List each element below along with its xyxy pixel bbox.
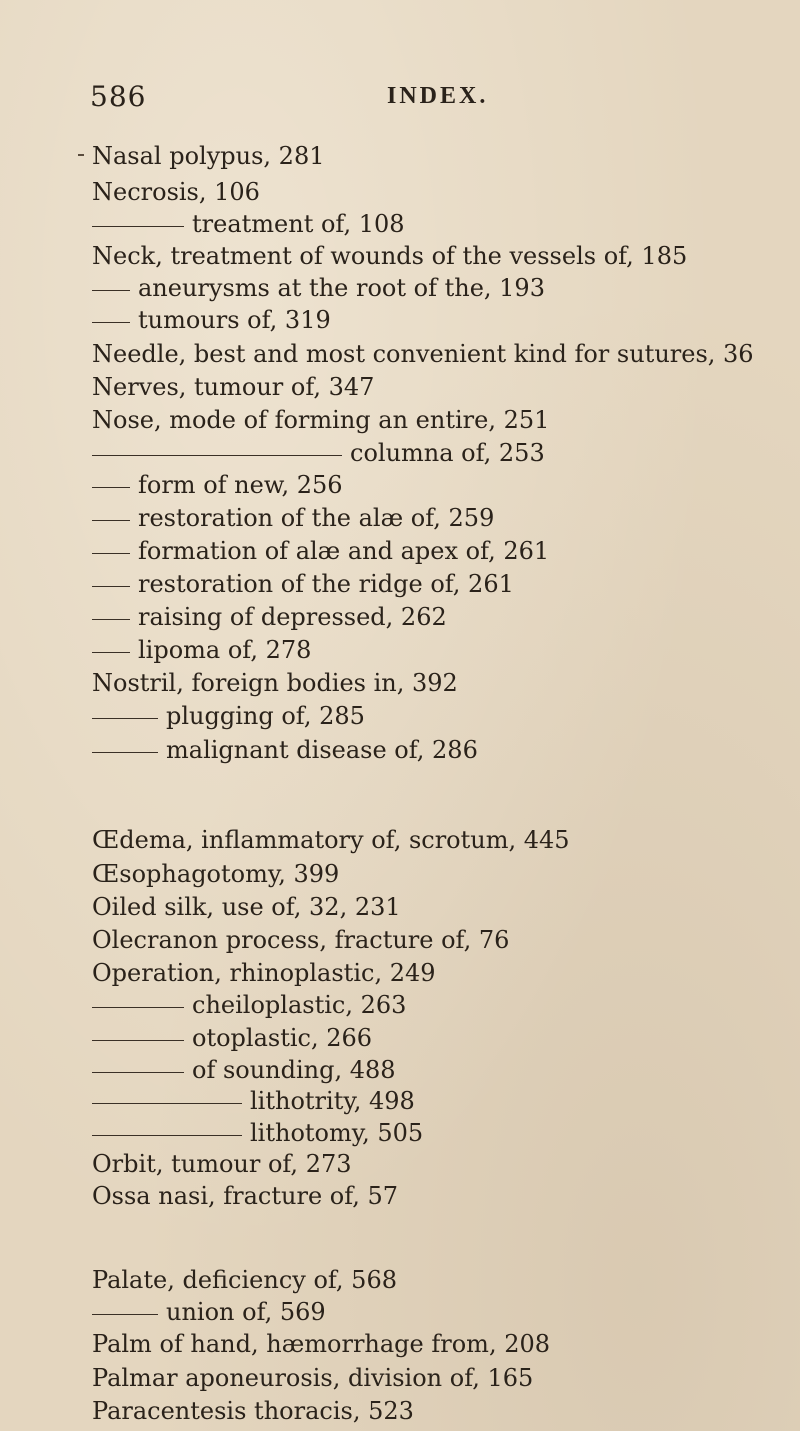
index-entry: Œdema, inflammatory of, scrotum, 445 bbox=[92, 826, 570, 854]
index-entry: Paracentesis thoracis, 523 bbox=[92, 1397, 414, 1425]
index-subentry: formation of alæ and apex of, 261 bbox=[92, 533, 549, 569]
ditto-dash bbox=[92, 1072, 184, 1074]
margin-mark bbox=[78, 154, 84, 156]
index-subentry: of sounding, 488 bbox=[92, 1052, 396, 1088]
index-subentry: raising of depressed, 262 bbox=[92, 599, 447, 635]
ditto-dash bbox=[92, 455, 342, 457]
index-entry: Palm of hand, hæmorrhage from, 208 bbox=[92, 1330, 551, 1358]
ditto-dash bbox=[92, 1314, 158, 1316]
index-entry: Neck, treatment of wounds of the vessels of, 185 bbox=[92, 242, 688, 270]
index-subentry: otoplastic, 266 bbox=[92, 1020, 372, 1056]
ditto-dash bbox=[92, 718, 158, 720]
index-entry: Nasal polypus, 281 bbox=[92, 142, 325, 170]
index-subentry: union of, 569 bbox=[92, 1294, 326, 1330]
ditto-dash bbox=[92, 487, 130, 489]
ditto-dash bbox=[92, 1135, 242, 1137]
index-entry: Palate, deficiency of, 568 bbox=[92, 1266, 397, 1294]
ditto-dash bbox=[92, 652, 130, 654]
index-subentry: lithotrity, 498 bbox=[92, 1083, 415, 1119]
index-subentry: aneurysms at the root of the, 193 bbox=[92, 270, 545, 306]
index-subentry: columna of, 253 bbox=[92, 435, 545, 471]
index-subentry: cheiloplastic, 263 bbox=[92, 987, 406, 1023]
index-subentry: restoration of the ridge of, 261 bbox=[92, 566, 514, 602]
index-entry: Oiled silk, use of, 32, 231 bbox=[92, 893, 401, 921]
ditto-dash bbox=[92, 226, 184, 228]
index-entry: Orbit, tumour of, 273 bbox=[92, 1150, 352, 1178]
ditto-dash bbox=[92, 752, 158, 754]
index-entry: Nerves, tumour of, 347 bbox=[92, 373, 375, 401]
index-entry: Nostril, foreign bodies in, 392 bbox=[92, 669, 458, 697]
page-header bbox=[90, 80, 490, 120]
ditto-dash bbox=[92, 290, 130, 292]
index-subentry: form of new, 256 bbox=[92, 467, 343, 503]
ditto-dash bbox=[92, 520, 130, 522]
index-subentry: restoration of the alæ of, 259 bbox=[92, 500, 494, 536]
index-entry: Operation, rhinoplastic, 249 bbox=[92, 959, 436, 987]
ditto-dash bbox=[92, 1007, 184, 1009]
page-number: 586 bbox=[90, 80, 147, 113]
index-entry: Ossa nasi, fracture of, 57 bbox=[92, 1182, 399, 1210]
index-subentry: malignant disease of, 286 bbox=[92, 732, 478, 768]
index-subentry: lipoma of, 278 bbox=[92, 632, 311, 668]
ditto-dash bbox=[92, 553, 130, 555]
index-entry: Palmar aponeurosis, division of, 165 bbox=[92, 1364, 534, 1392]
index-entry: Olecranon process, fracture of, 76 bbox=[92, 926, 510, 954]
ditto-dash bbox=[92, 322, 130, 324]
ditto-dash bbox=[92, 1040, 184, 1042]
index-subentry: treatment of, 108 bbox=[92, 206, 405, 242]
index-entry: Œsophagotomy, 399 bbox=[92, 860, 340, 888]
index-entry: Necrosis, 106 bbox=[92, 178, 260, 206]
index-entry: Needle, best and most convenient kind for sutures, 36 bbox=[92, 340, 754, 368]
index-subentry: tumours of, 319 bbox=[92, 302, 331, 338]
ditto-dash bbox=[92, 586, 130, 588]
index-entry: Nose, mode of forming an entire, 251 bbox=[92, 406, 550, 434]
index-subentry: plugging of, 285 bbox=[92, 698, 365, 734]
ditto-dash bbox=[92, 619, 130, 621]
ditto-dash bbox=[92, 1103, 242, 1105]
running-head: INDEX. bbox=[387, 83, 489, 109]
index-subentry: lithotomy, 505 bbox=[92, 1115, 423, 1151]
